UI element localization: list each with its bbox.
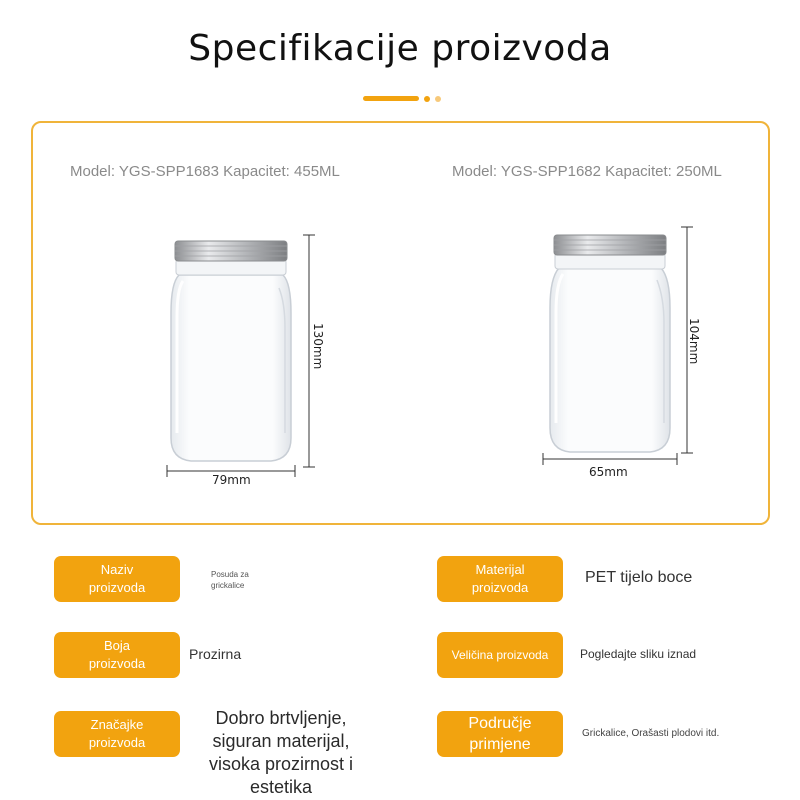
value-product-name: Posuda za grickalice [211, 570, 249, 590]
page-title: Specifikacije proizvoda [188, 28, 612, 69]
value-color: Prozirna [189, 646, 242, 662]
label-size: Veličina proizvoda [437, 632, 563, 678]
dimension-lines-small [541, 223, 701, 473]
value-material: PET tijelo boce [585, 569, 693, 586]
model-label-large: Model: YGS-SPP1683 Kapacitet: 455ML [70, 163, 340, 180]
label-application: Područje primjene [437, 711, 563, 757]
decoration-dot [424, 96, 430, 102]
value-application: Grickalice, Orašasti plodovi itd. [582, 728, 720, 739]
label-color: Boja proizvoda [54, 632, 180, 678]
specification-panel [31, 121, 770, 525]
label-features: Značajke proizvoda [54, 711, 180, 757]
label-material: Materijal proizvoda [437, 556, 563, 602]
height-label-large: 130mm [311, 323, 325, 370]
height-label-small: 104mm [687, 318, 701, 365]
model-label-small: Model: YGS-SPP1682 Kapacitet: 250ML [452, 163, 722, 180]
value-features: Dobro brtvljenje, siguran materijal, visoka prozirnost i estetika [208, 708, 354, 797]
decoration-dot [435, 96, 441, 102]
label-product-name: Naziv proizvoda [54, 556, 180, 602]
width-label-small: 65mm [589, 465, 628, 479]
value-size: Pogledajte sliku iznad [580, 647, 697, 661]
width-label-large: 79mm [212, 473, 251, 487]
title-decoration [363, 96, 443, 102]
decoration-bar [363, 96, 419, 101]
